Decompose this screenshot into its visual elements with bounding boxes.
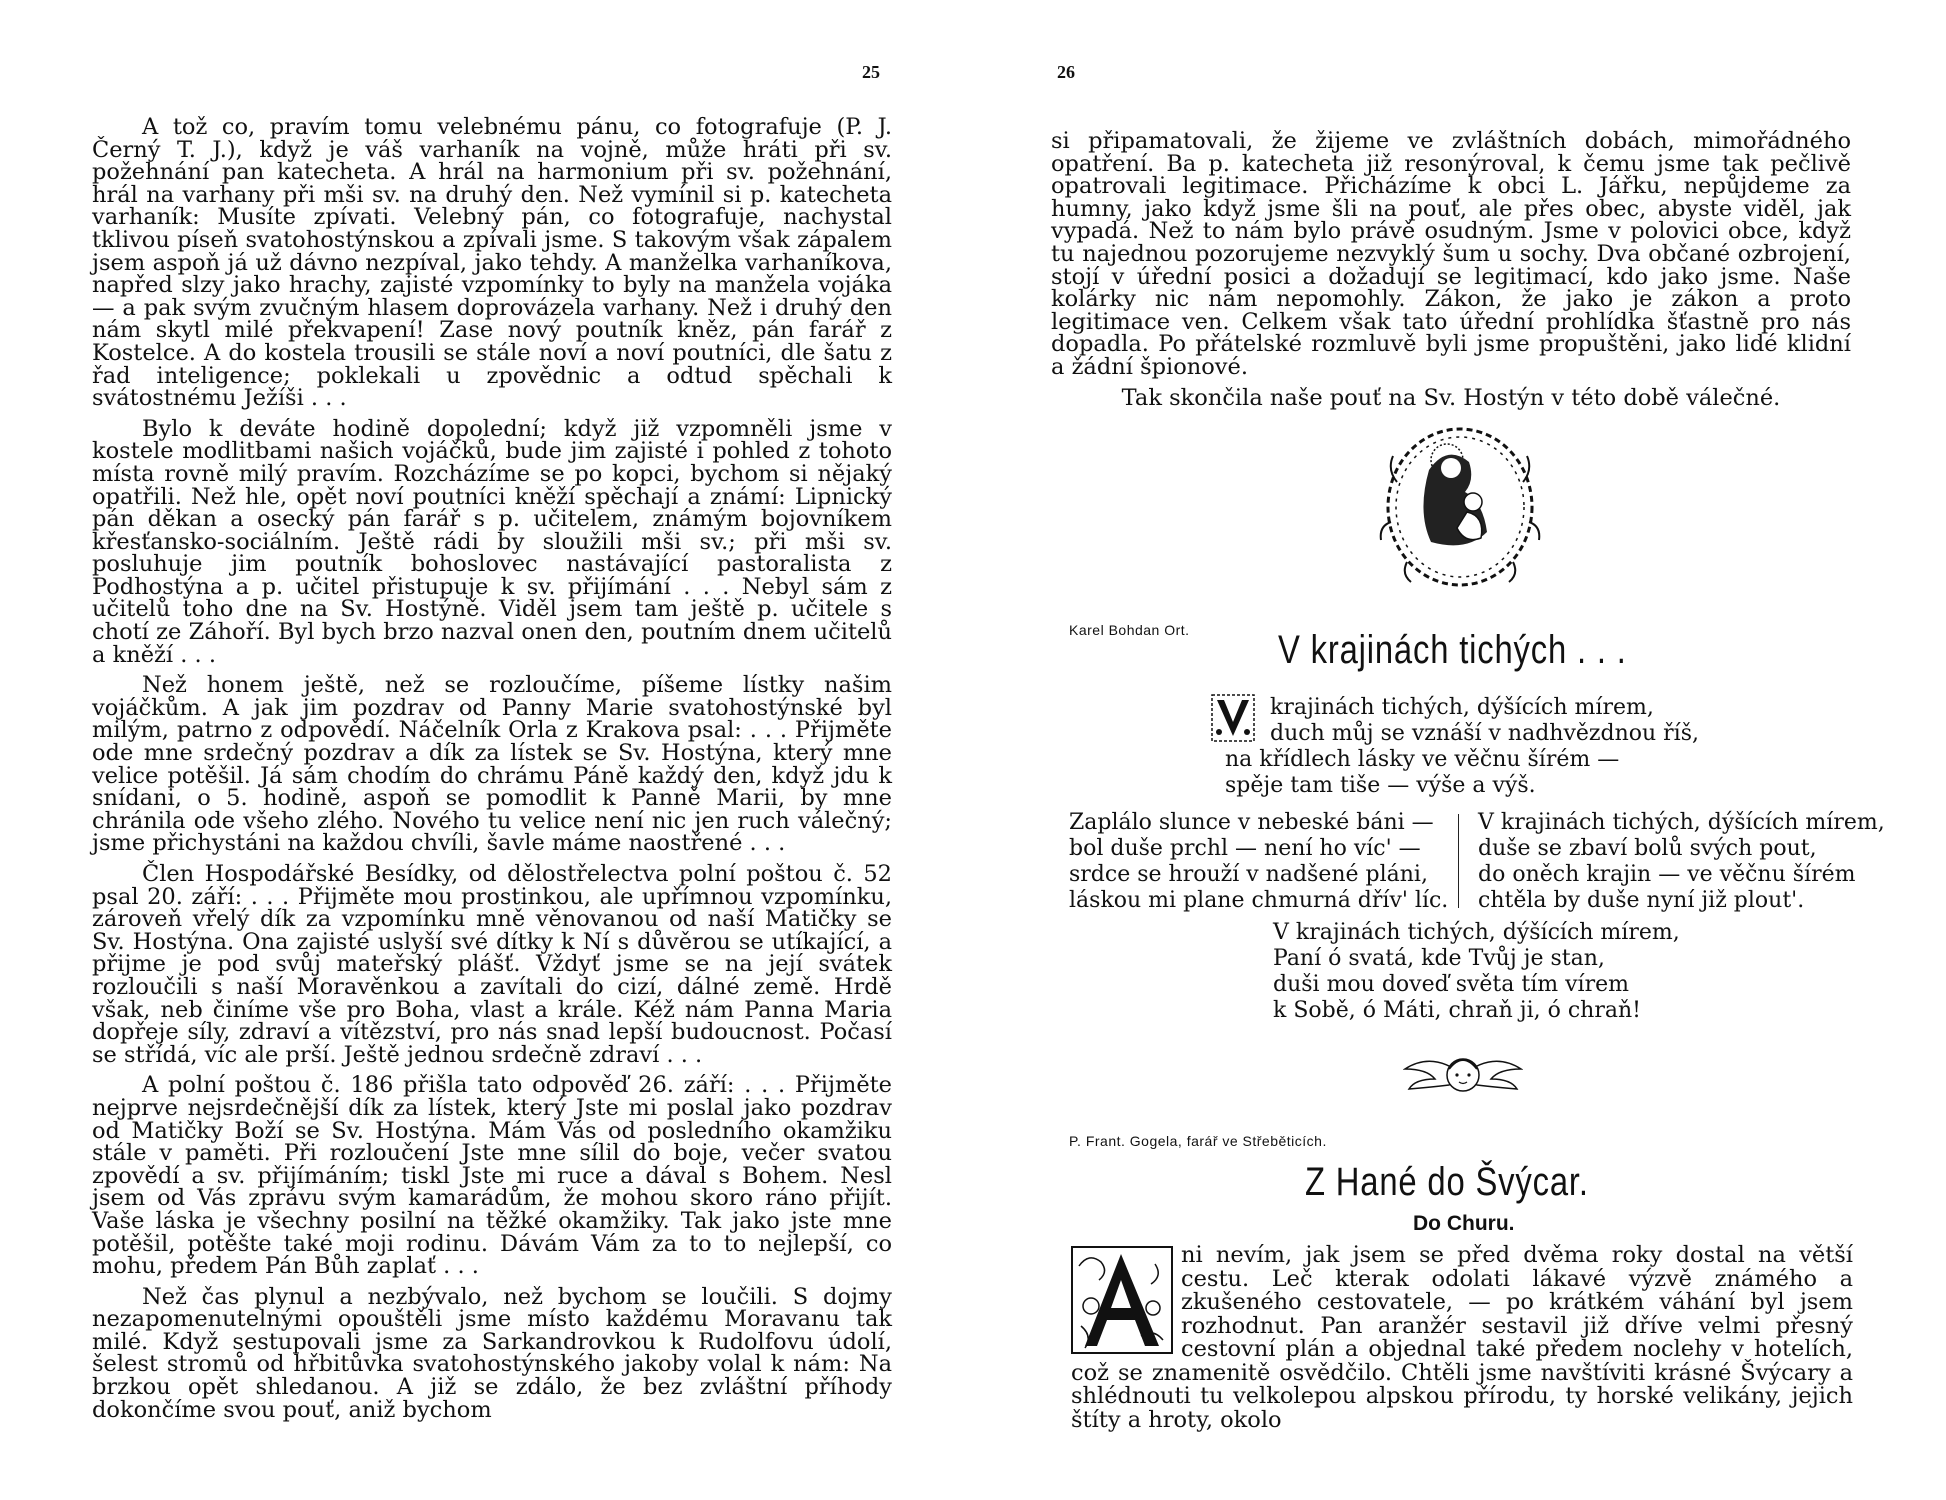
poem-line: srdce se hrouží v nadšené pláni, — [1069, 862, 1428, 887]
poem-title: V krajinách tichých . . . — [1278, 628, 1627, 672]
closing-line: Tak skončila naše pouť na Sv. Hostýn v této době válečné. — [1121, 384, 1781, 411]
right-page — [973, 0, 1946, 1500]
page-number: 25 — [862, 62, 880, 82]
poem-line: duch můj se vznáší v nadhvězdnou říš, — [1270, 721, 1699, 746]
poem-stanza-3 — [1478, 810, 1885, 914]
article-subtitle: Do Churu. — [1413, 1212, 1515, 1235]
cherub-ornament — [1403, 1045, 1523, 1107]
poem-line: Paní ó svatá, kde Tvůj je stan, — [1273, 946, 1605, 971]
poem-line: láskou mi plane chmurná dřív' líc. — [1069, 888, 1449, 913]
poem-author: Karel Bohdan Ort. — [1069, 622, 1190, 638]
poem-stanza-4 — [1273, 920, 1680, 1024]
poem-line: na křídlech lásky ve věčnu šírém — — [1225, 747, 1620, 772]
paragraph: Než honem ještě, než se rozloučíme, píšeme lístky našim vojáčkům. A jak jim pozdrav od Panny Marie svatohostýnské byl milým, patrno z odpovědí. Náčelník Orla z Krakova psal: . . . Přijměte ode mne srdečný pozdrav a dík za lístek se Sv. Hostýna, který mne velice potěšil. Já sám chodím do chrámu Páně každý den, když jdu k snídani, o 5. hodině, aspoň se pomodlit k Panně Marii, by mne chránila ode všeho zlého. Nového tu velice není nic jen ruch válečný; jsme přichystáni na každou chvíli, šavle máme naostřené . . . — [92, 672, 892, 857]
poem-line: V krajinách tichých, dýšících mírem, — [1273, 920, 1680, 945]
poem-line: duše se zbaví bolů svých pout, — [1478, 836, 1817, 861]
poem-stanza-2 — [1069, 810, 1448, 914]
paragraph: Člen Hospodářské Besídky, od dělostřelectva polní poštou č. 52 psal 20. září: . . . Přijměte mou prostinkou, ale upřímnou vzpomínku, zároveň vřelý dík za vzpomínku mně věnovanou od naší Matičky se Sv. Hostýna. Ona zajisté uslyší své dítky k Ní s důvěrou se utíkající, a přijme je pod svůj mateřský plášť. Vždyť jsme se na její svátek rozloučili s naší Moravěnkou a zavítali do cizí, dálné země. Hrdě však, neb činíme vše pro Boha, vlast a krále. Kéž nám Panna Maria dopřeje síly, zdraví a vítězství, pro nás snad lepší budoucnost. Počasí se střídá, víc ale prší. Ještě jednou srdečně zdraví . . . — [92, 861, 892, 1068]
poem-line: spěje tam tiše — výše a výš. — [1225, 773, 1536, 798]
left-text-column — [92, 116, 892, 1429]
article-body — [1071, 1244, 1853, 1432]
poem-line: k Sobě, ó Máti, chraň ji, ó chraň! — [1273, 998, 1641, 1023]
poem-line: krajinách tichých, dýšících mírem, — [1270, 695, 1654, 720]
article-author: P. Frant. Gogela, farář ve Střeběticích. — [1069, 1133, 1327, 1149]
paragraph: A polní poštou č. 186 přišla tato odpověď 26. září: . . . Přijměte nejprve nejsrdečnější dík za lístek, který Jste mi poslal jako pozdrav od Matičky Boží se Sv. Hostýna. Mám Vás od posledního okamžiku stále v paměti. Při rozloučení Jste mne sílil do boje, večer svatou zpovědí a sv. přijímáním; tiskl Jste mi ruce a dával s Bohem. Nesl jsem od Vás zprávu svým kamarádům, že mohou skoro ráno přijít. Vaše láska je všechny posilní na těžké okamžiky. Tak jako jste mne potěšil, potěšte také moji rodinu. Dávám Vám za to to nejlepší, co mohu, předem Pán Bůh zaplať . . . — [92, 1072, 892, 1280]
decorated-initial-a — [1071, 1246, 1173, 1354]
page-number: 26 — [1057, 62, 1075, 82]
poem-line: bol duše prchl — není ho víc' — — [1069, 836, 1421, 861]
poem-line: duši mou doveď světa tím vírem — [1273, 972, 1629, 997]
article-paragraph: ni nevím, jak jsem se před dvěma roky dostal na větší cestu. Leč kterak odolati lákavé výzvě známého a zkušeného cestovatele, — po krátkém váhání byl jsem rozhodnut. Pan aranžér sestavil již dříve velmi přesný cestovní plán a objednal také předem noclehy v hotelích, což se znamenitě osvědčilo. Chtěli jsme navštíviti krásné Švýcary a shlédnouti tu velkolepou alpskou přírodu, ty horské velikány, jejich štíty a hroty, okolo — [1071, 1242, 1853, 1433]
poem-stanza-1 — [1225, 695, 1699, 799]
poem-line: V krajinách tichých, dýšících mírem, — [1478, 810, 1885, 835]
poem-line: Zaplálo slunce v nebeské báni — — [1069, 810, 1434, 835]
paragraph: A tož co, pravím tomu velebnému pánu, co fotografuje (P. J. Černý T. J.), když je váš varhaník na vojně, může hráti při sv. požehnání pan katecheta. A hrál na harmonium při sv. požehnání, hrál na varhany při mši sv. na druhý den. Než vymínil si p. katecheta varhaník: Musíte zpívati. Velebný pán, co fotografuje, nachystal tklivou píseň svatohostýnskou a zpívali jsme. S takovým však zápalem jsem aspoň já už dávno nezpíval, jako tehdy. A manželka varhaníkova, napřed slzy jako hrachy, zajisté vzpomínky to byly na manžela vojáka — a pak svým zvučným hlasem doprovázela varhany. Než i druhý den nám skytl milé překvapení! Zase nový poutník kněz, pán farář z Kostelce. A do kostela trousili se stále noví a noví poutníci, dle šatu z řad inteligence; poklekali u zpovědnic a odtud spěchali k svátostnému Ježíši . . . — [92, 114, 892, 412]
poem-line: chtěla by duše nyní již plout'. — [1478, 888, 1805, 913]
paragraph: Než čas plynul a nezbývalo, než bychom se loučili. S dojmy nezapomenutelnými opouštěli jsme místo každému Moravanu tak milé. Když sestupovali jsme za Sarkandrovkou k Rudolfovu údolí, šelest stromů od hřbitůvka svatohostýnského jakoby volal k nám: Na brzkou opět shledanou. A již se zdálo, že bez zvláštní příhody dokončíme svou pouť, aniž bychom — [92, 1283, 892, 1423]
right-top-text — [1051, 130, 1851, 417]
poem-line: do oněch krajin — ve věčnu šírém — [1478, 862, 1856, 887]
article-title: Z Hané do Švýcar. — [1305, 1160, 1589, 1204]
paragraph: si připamatovali, že žijeme ve zvláštních dobách, mimořádného opatření. Ba p. katecheta již resonýroval, k čemu jsme tak pečlivě opatrovali legitimace. Přicházíme k obci L. Jářku, nepůjdeme za humny, jako když jsme šli na pouť, ale přes obec, abyste viděl, jak vypadá. Než to nám bylo právě osudným. Jsme v polovici obce, když tu najednou pozorujeme nezvyklý šum u sochy. Dva občané ozbrojení, stojí v úřední posici a dožadují se legitimací, kdo jako jsme. Naše kolárky nic nám nepomohly. Zákon, že jako je zákon a proto legitimace ven. Celkem však tato úřední prohlídka šťastně pro nás dopadla. Po přátelské rozmluvě byli jsme propuštěni, jako lidé klidní a žádní špionové. — [1051, 128, 1851, 380]
madonna-wreath-illustration — [1377, 422, 1543, 592]
column-divider — [1458, 814, 1459, 908]
paragraph: Bylo k deváte hodině dopolední; když již vzpomněli jsme v kostele modlitbami našich vojáčků, bude jim zajisté i pohled z tohoto místa rovně milý pravím. Rozcházíme se po kopci, bychom si nějaký opatřili. Než hle, opět noví poutníci kněží spěchají a známí: Lipnický pán děkan a osecký pán farář s p. učitelem, známým bojovníkem křesťansko-sociálním. Ještě rádi by sloužili mši sv.; při mši sv. posluhuje jim poutník bohoslovec nastávající pastoralista z Podhostýna a p. učitel přistupuje k sv. přijímání . . . Nebyl sám z učitelů toho dne na Sv. Hostýně. Viděl jsem tam ještě p. učitele s chotí ze Záhoří. Byl bych brzo nazval onen den, poutním dnem učitelů a kněží . . . — [92, 415, 892, 668]
